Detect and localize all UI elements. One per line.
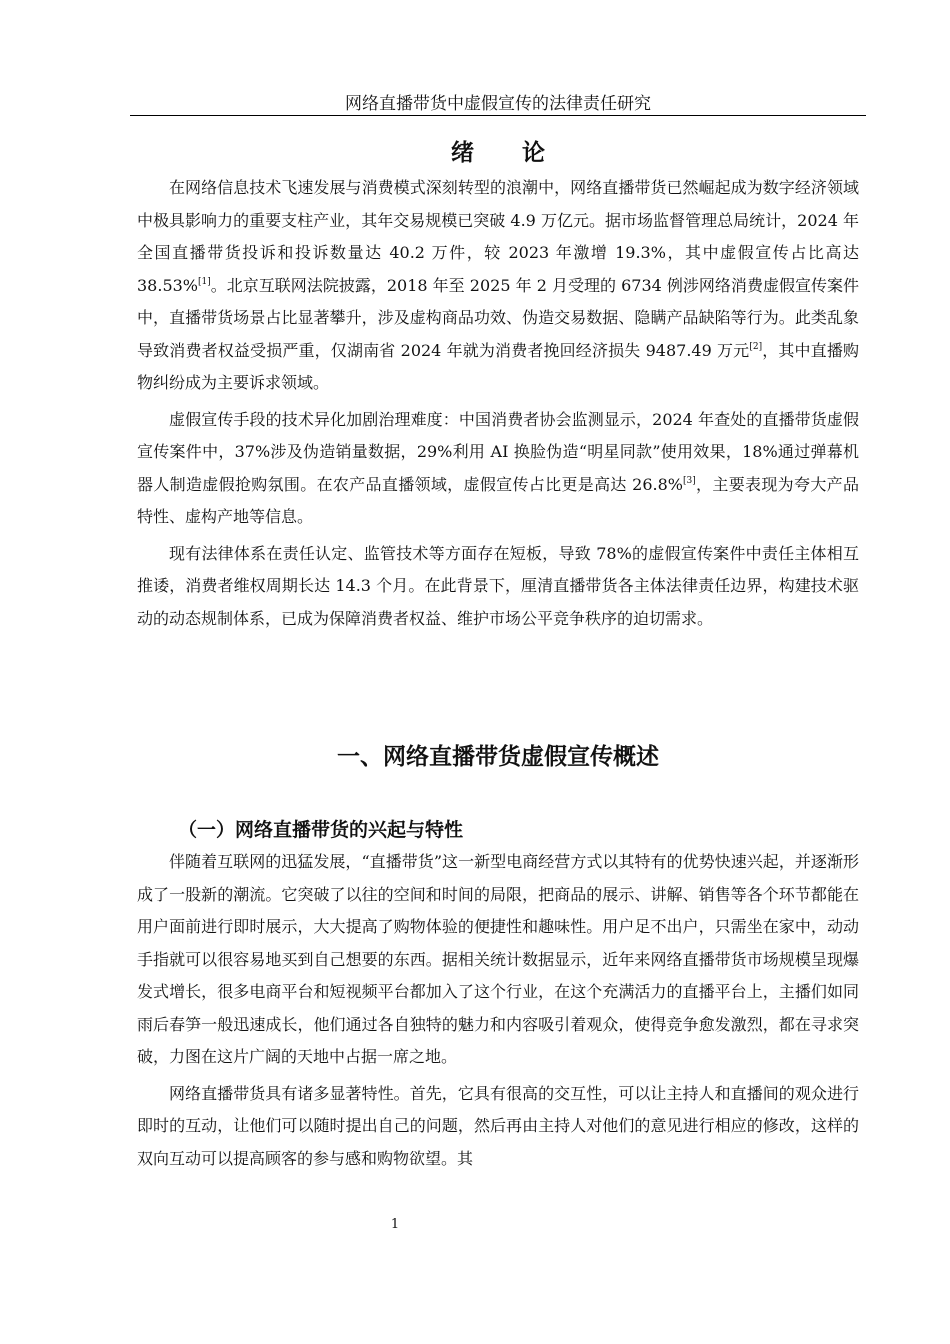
citation-3: [3] [682,475,696,486]
text-run: 伴随着互联网的迅猛发展，“直播带货”这一新型电商经营方式以其特有的优势快速兴起，并逐渐形成了一股新的潮流。它突破了以往的空间和时间的局限，把商品的展示、讲解、销售等各个环节都能在用户面前进行即时展示，大大提高了购物体验的便捷性和趣味性。用户足不出户，只需坐在家中，动动手指就可以很容易地买到自己想要的东西。据相关统计数据显示，近年来网络直播带货市场规模呈现爆发式增长，很多电商平台和短视频平台都加入了这个行业，在这个充满活力的直播平台上，主播们如同雨后春笋一般迅速成长，他们通过各自独特的魅力和内容吸引着观众，使得竞争愈发激烈，都在寻求突破，力图在这片广阔的天地中占据一席之地。 [137,852,859,1066]
intro-title: 绪 论 [450,140,565,166]
text-run: ，其中直播购物纠纷成为主要诉求领域。 [137,340,859,392]
text-run: 网络直播带货具有诸多显著特性。首先，它具有很高的交互性，可以让主持人和直播间的观众进行即时的互动，让他们可以随时提出自己的问题，然后再由主持人对他们的意见进行相应的修改，这样的双向互动可以提高顾客的参与感和购物欲望。其 [137,1083,859,1168]
intro-paragraph-2 [137,404,859,534]
section-paragraph-1 [137,846,859,1074]
running-header: 网络直播带货中虚假宣传的法律责任研究 [345,94,651,114]
subsection-title: （一）网络直播带货的兴起与特性 [178,819,464,841]
citation-1: [1] [198,276,211,287]
intro-paragraph-3 [137,538,859,636]
citation-2: [2] [749,341,763,352]
section-title: 一、网络直播带货虚假宣传概述 [337,744,659,770]
text-run: 。北京互联网法院披露，2018 年至 2025 年 2 月受理的 6734 例涉网络消费虚假宣传案件中，直播带货场景占比显著攀升，涉及虚构商品功效、伪造交易数据、隐瞒产品缺陷等行为。此类乱象导致消费者权益受损严重，仅湖南省 2024 年就为消费者挽回经济损失 9487.49 万元 [137,275,859,360]
intro-body [137,172,859,639]
text-run: 虚假宣传手段的技术异化加剧治理难度：中国消费者协会监测显示，2024 年查处的直播带货虚假宣传案件中，37%涉及伪造销量数据，29%利用 AI 换脸伪造“明星同款”使用效果，18%通过弹幕机器人制造虚假抢购氛围。在农产品直播领域，虚假宣传占比更是高达 26.8% [137,409,859,494]
section-body [137,846,859,1179]
section-paragraph-2 [137,1078,859,1176]
page-number: 1 [390,1217,400,1232]
text-run: ，主要表现为夸大产品特性、虚构产地等信息。 [137,474,859,526]
text-run: 现有法律体系在责任认定、监管技术等方面存在短板，导致 78%的虚假宣传案件中责任主体相互推诿，消费者维权周期长达 14.3 个月。在此背景下，厘清直播带货各主体法律责任边界，构建技术驱动的动态规制体系，已成为保障消费者权益、维护市场公平竞争秩序的迫切需求。 [137,543,859,628]
text-run: 在网络信息技术飞速发展与消费模式深刻转型的浪潮中，网络直播带货已然崛起成为数字经济领域中极具影响力的重要支柱产业，其年交易规模已突破 4.9 万亿元。据市场监督管理总局统计，2024 年全国直播带货投诉和投诉数量达 40.2 万件，较 2023 年激增 19.3%，其中虚假宣传占比高达 38.53% [137,178,859,295]
header-rule [130,115,866,116]
intro-paragraph-1 [137,172,859,400]
